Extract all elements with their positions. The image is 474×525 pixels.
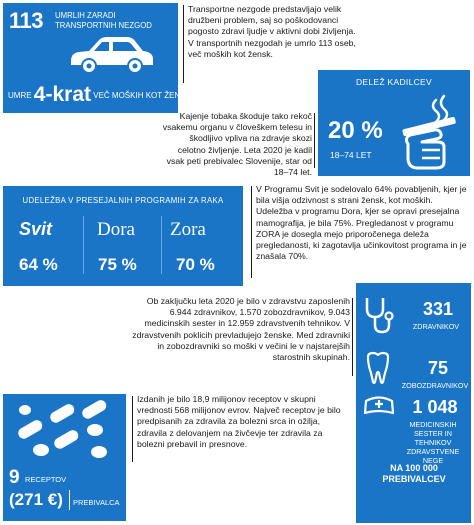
value-slash (69, 490, 70, 510)
cigarette-hand-icon (396, 92, 462, 172)
car-icon (65, 31, 157, 77)
divider-smoking (314, 113, 315, 168)
dentists-label: ZOBOZDRAVNIKOV (401, 381, 469, 390)
stethoscope-icon (362, 295, 394, 335)
screening-text: V Programu Svit je sodelovalo 64% povabljenih, kjer je bila višja odzivnost s strani žensk, kot moških. Udeležba v programu Dora, kjer se opravi presejalna mamografija, je bila 75%. Pregledanost v programu ZORA je dosegla mejo priporočenega deleža pregledanosti, ki zagotavlja učinkovitost programa in je znašala 70%. (256, 184, 467, 262)
screening-panel (3, 186, 243, 286)
transport-caption: UMRLIH ZARADI TRANSPORTNIH NEZGOD (55, 11, 152, 30)
divider-prescriptions (132, 396, 133, 462)
per-population-label: NA 100 000 PREBIVALCEV (382, 463, 446, 484)
smokers-heading: DELEŽ KADILCEV (355, 77, 432, 87)
svit-logo: Svit (19, 219, 53, 239)
tooth-icon (364, 351, 392, 385)
logo-divider (83, 216, 84, 274)
prescriptions-panel (3, 394, 126, 521)
zora-percent: 70 % (176, 255, 215, 274)
nurses-count: 1 048 (412, 397, 458, 417)
transport-text: Transportne nezgode predstavljajo velik družbeni problem, saj so poškodovanci pogosto zdravi ljudje v aktivni dobi življenja. V transportnih nezgodah je umrlo 113 oseb, več moških kot žensk. (188, 4, 356, 59)
staff-panel (356, 283, 471, 523)
doctors-count: 331 (422, 299, 454, 319)
per-resident-label: PREBIVALCA (73, 498, 120, 507)
prescriptions-value: (271 €) (9, 490, 63, 509)
dora-percent: 75 % (98, 255, 137, 274)
divider-screening (251, 186, 252, 278)
smoking-text: Kajenje tobaka škoduje tako rekoč vsakemu organu v človeškem telesu in škodljivo vpliva na zdravje skozi celotno življenje. Leta 2020 je kadil vsak peti prebivalec Slovenije, star od 18–74 let. (162, 111, 312, 178)
transport-death-count: 113 (9, 8, 43, 33)
smokers-percent: 20 % (328, 117, 383, 144)
prescriptions-text: Izdanih je bilo 18,9 milijonov receptov v skupni vrednosti 568 milijonov evrov. Največ receptov je bilo predpisanih za zdravila za bolezni srca in ožilja, zdravila z delovanjem na živčevje ter zdravila za bolezni prebavil in presnove. (137, 394, 341, 449)
staff-text: Ob zaključku leta 2020 je bilo v zdravstvu zaposlenih 6.944 zdravnikov, 1.570 zobozdravnikov, 9.043 medicinskih sester in 12.959 zdravstvenih tehnikov. V zdravstvenih poklicih prevladujejo ženske. Med zdravniki in zobozdravniki so moški v večini le v najstarejših starostnih skupinah. (132, 296, 350, 363)
ratio-multiplier: 4-krat (33, 83, 91, 106)
dentists-count: 75 (427, 358, 449, 378)
prescriptions-per-person: 9 (9, 467, 20, 488)
svit-percent: 64 % (19, 255, 58, 274)
divider-transport (183, 5, 184, 83)
smokers-age-range: 18–74 LET (330, 150, 372, 160)
ratio-suffix: VEČ MOŠKIH KOT ŽENSK (93, 91, 191, 100)
nurses-label: MEDICINSKIH SESTER IN TEHNIKOV ZDRAVSTVENE NEGE (406, 420, 460, 465)
prescriptions-label: RECEPTOV (25, 475, 67, 484)
transport-gender-ratio (8, 83, 191, 107)
divider-staff (352, 298, 353, 376)
nurse-cap-icon (362, 393, 396, 417)
screening-heading: UDELEŽBA V PRESEJALNIH PROGRAMIH ZA RAKA (22, 196, 224, 205)
zora-logo: Zora (170, 219, 206, 240)
logo-divider (161, 216, 162, 274)
ratio-prefix: UMRE (8, 91, 32, 100)
pills-icon (13, 400, 117, 462)
doctors-label: ZDRAVNIKOV (412, 322, 460, 331)
dora-logo: Dora (97, 219, 135, 240)
smokers-panel (318, 70, 470, 176)
transport-panel (3, 3, 191, 113)
